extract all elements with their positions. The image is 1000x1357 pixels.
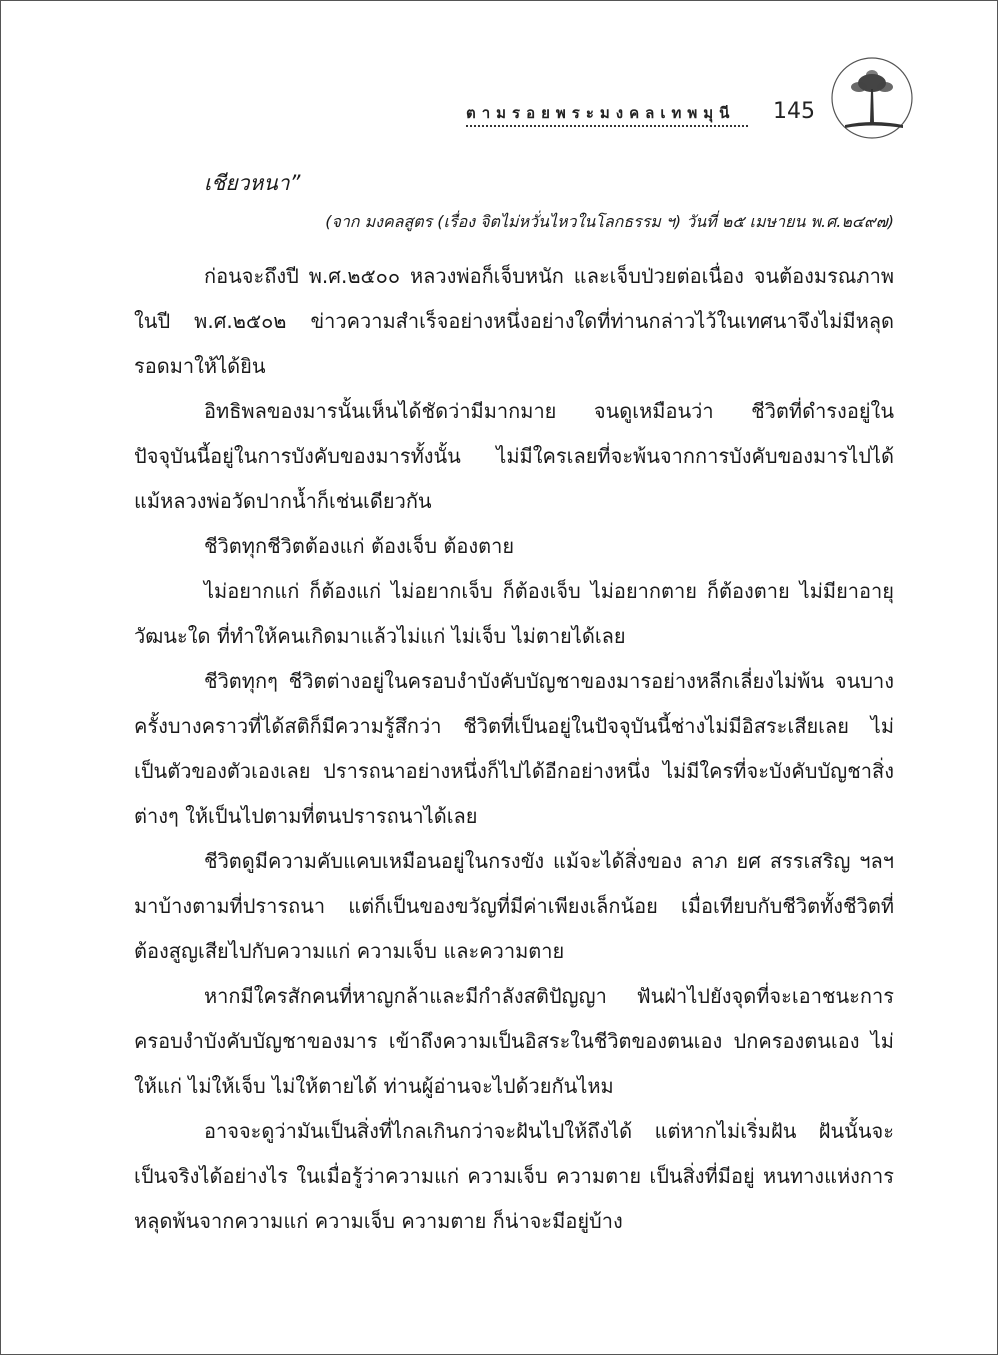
paragraph: อาจจะดูว่ามันเป็นสิ่งที่ไกลเกินกว่าจะฝันไปให้ถึงได้ แต่หากไม่เริ่มฝัน ฝันนั้นจะเป็นจริงได้อย่างไร ในเมื่อรู้ว่าความแก่ ความเจ็บ ความตาย เป็นสิ่งที่มีอยู่ หนทางแห่งการหลุดพ้นจากความแก่ ความเจ็บ ความตาย ก็น่าจะมีอยู่บ้าง: [134, 1119, 894, 1233]
paragraph: ชีวิตดูมีความคับแคบเหมือนอยู่ในกรงขัง แม้จะได้สิ่งของ ลาภ ยศ สรรเสริญ ฯลฯ มาบ้างตามที่ปรารถนา แต่ก็เป็นของขวัญที่มีค่าเพียงเล็กน้อย เมื่อเทียบกับชีวิตทั้งชีวิตที่ต้องสูญเสียไปกับความแก่ ความเจ็บ และความตาย: [134, 849, 894, 963]
paragraph: ไม่อยากแก่ ก็ต้องแก่ ไม่อยากเจ็บ ก็ต้องเจ็บ ไม่อยากตาย ก็ต้องตาย ไม่มียาอายุวัฒนะใด ที่ทำให้คนเกิดมาแล้วไม่แก่ ไม่เจ็บ ไม่ตายได้เลย: [134, 579, 894, 648]
running-header-title: ตามรอยพระมงคลเทพมุนี: [466, 104, 736, 122]
page-number: 145: [773, 99, 815, 124]
paragraph: หากมีใครสักคนที่หาญกล้าและมีกำลังสติปัญญา ฟันฝ่าไปยังจุดที่จะเอาชนะการครอบงำบังคับบัญชาของมาร เข้าถึงความเป็นอิสระในชีวิตของตนเอง ปกครองตนเอง ไม่ให้แก่ ไม่ให้เจ็บ ไม่ให้ตายได้ ท่านผู้อ่านจะไปด้วยกันไหม: [134, 984, 894, 1098]
quote-ending: เชียวหนา”: [204, 171, 301, 195]
page-content: [134, 161, 894, 1244]
paragraph: อิทธิพลของมารนั้นเห็นได้ชัดว่ามีมากมาย จนดูเหมือนว่า ชีวิตที่ดำรงอยู่ในปัจจุบันนี้อยู่ในการบังคับของมารทั้งนั้น ไม่มีใครเลยที่จะพ้นจากการบังคับของมารไปได้ แม้หลวงพ่อวัดปากน้ำก็เช่นเดียวกัน: [134, 399, 894, 513]
quote-source-citation: (จาก มงคลสูตร (เรื่อง จิตไม่หวั่นไหวในโลกธรรม ฯ) วันที่ ๒๕ เมษายน พ.ศ.๒๔๙๗): [325, 212, 894, 231]
lotus-tree-logo-icon: [827, 53, 917, 143]
paragraph: ชีวิตทุกๆ ชีวิตต่างอยู่ในครอบงำบังคับบัญชาของมารอย่างหลีกเลี่ยงไม่พ้น จนบางครั้งบางคราวที่ได้สติก็มีความรู้สึกว่า ชีวิตที่เป็นอยู่ในปัจจุบันนี้ช่างไม่มีอิสระเสียเลย ไม่เป็นตัวของตัวเองเลย ปรารถนาอย่างหนึ่งก็ไปได้อีกอย่างหนึ่ง ไม่มีใครที่จะบังคับบัญชาสิ่งต่างๆ ให้เป็นไปตามที่ตนปรารถนาได้เลย: [134, 669, 894, 828]
paragraph: ก่อนจะถึงปี พ.ศ.๒๕๐๐ หลวงพ่อก็เจ็บหนัก และเจ็บป่วยต่อเนื่อง จนต้องมรณภาพในปี พ.ศ.๒๕๐๒ ข่าวความสำเร็จอย่างหนึ่งอย่างใดที่ท่านกล่าวไว้ในเทศนาจึงไม่มีหลุดรอดมาให้ได้ยิน: [134, 264, 894, 378]
paragraph: ชีวิตทุกชีวิตต้องแก่ ต้องเจ็บ ต้องตาย: [204, 534, 515, 558]
header-dotted-rule: [466, 123, 748, 127]
